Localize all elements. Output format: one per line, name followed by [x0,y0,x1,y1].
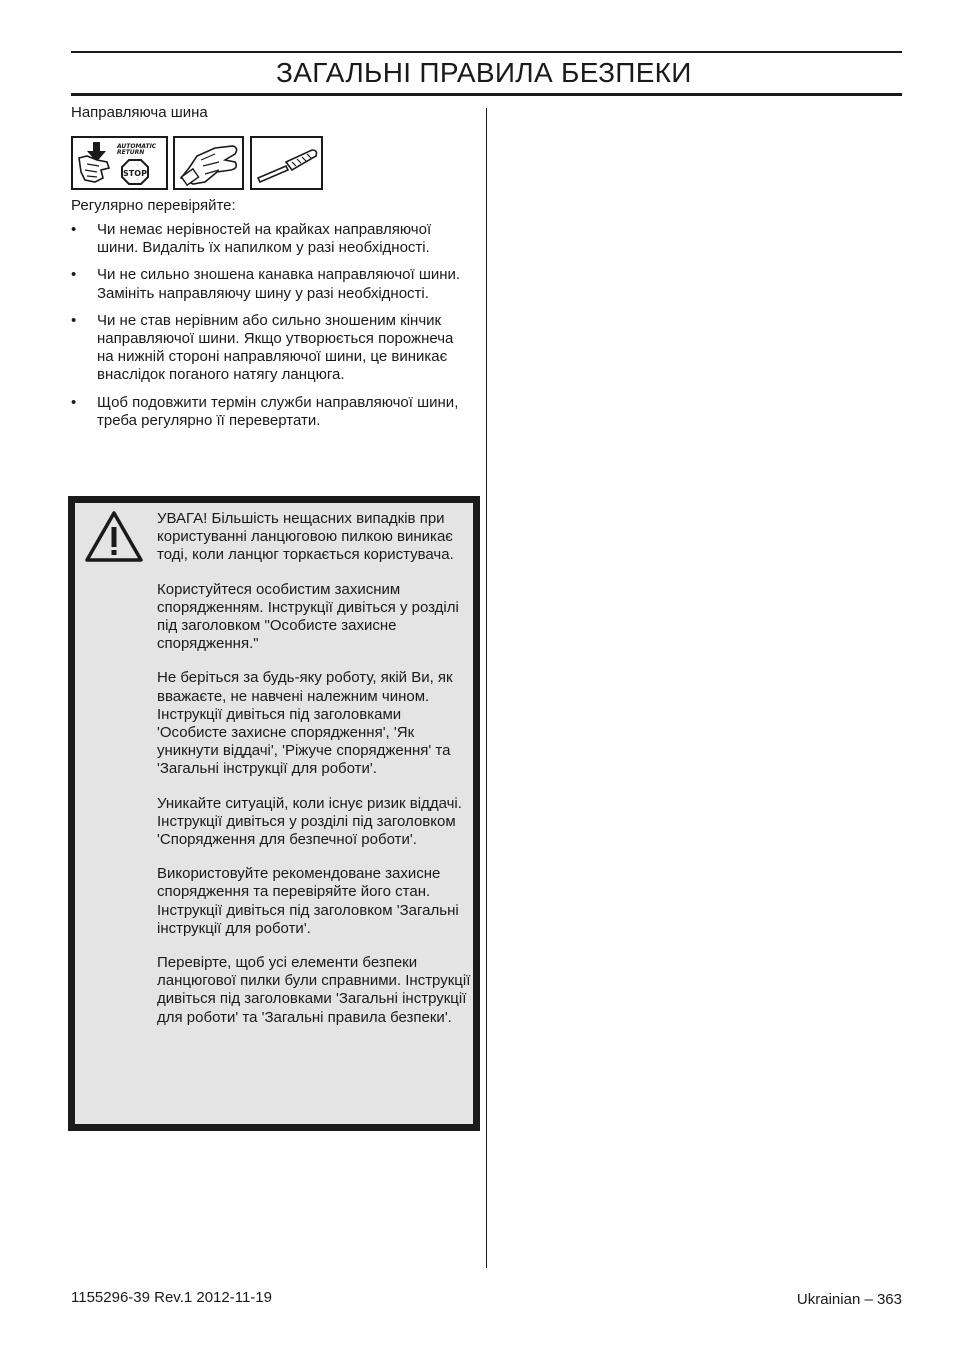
list-item [71,221,471,257]
bullet-glyph: • [71,311,77,329]
file-tool-icon [250,136,323,190]
warning-paragraph: Перевірте, щоб усі елементи безпеки ланцюгової пилки були справними. Інструкції дивіться під заголовками 'Загальні інструкції для роботи' та 'Загальні правила безпеки'. [157,954,471,1026]
warning-text [157,510,475,1043]
icon-label-stop: STOP [123,169,147,178]
warning-triangle-icon [83,509,145,570]
list-item-text: Чи немає нерівностей на крайках направляючої шини. Видаліть їх напилком у разі необхідності. [97,221,432,257]
list-item [71,266,471,302]
check-list [71,221,471,439]
warning-paragraph: Не беріться за будь-яку роботу, якій Ви, як вважаєте, не навчені належним чином. Інструкції дивіться під заголовками 'Особисте захисне спорядження', 'Як уникнути віддачі', 'Ріжуче спорядження' та 'Загальні інструкції для роботи'. [157,669,453,778]
bullet-glyph: • [71,266,77,284]
list-item-text: Чи не сильно зношена канавка направляючої шини. Замініть направляючу шину у разі необхідності. [97,266,461,302]
page-title: ЗАГАЛЬНІ ПРАВИЛА БЕЗПЕКИ [276,57,692,88]
bullet-glyph: • [71,221,77,238]
warning-paragraph: Використовуйте рекомендоване захисне спорядження та перевіряйте його стан. Інструкції дивіться під заголовком 'Загальні інструкції для роботи'. [157,865,459,937]
footer-page-number: Ukrainian – 363 [796,1291,902,1308]
warning-box [68,496,480,1131]
list-item [71,394,471,430]
list-item-text: Щоб подовжити термін служби направляючої шини, треба регулярно її перевертати. [97,393,459,429]
footer-doc-id: 1155296-39 Rev.1 2012-11-19 [71,1289,272,1306]
warning-paragraph: УВАГА! Більшість нещасних випадків при користуванні ланцюговою пилкою виникає тоді, коли ланцюг торкається користувача. [157,510,454,564]
bullet-glyph: • [71,393,77,411]
warning-paragraph: Користуйтеся особистим захисним спорядженням. Інструкції дивіться у розділі під заголовком "Особисте захисне спорядження." [157,580,459,653]
list-item-text: Чи не став нерівним або сильно зношеним кінчик направляючої шини. Якщо утворюється порожнеча на нижній стороні направляючої шини, це виникає внаслідок поганого натягу ланцюга. [97,311,454,384]
header-rule-bottom [71,93,902,96]
automatic-return-stop-icon [71,136,168,190]
icon-label-return: RETURN [117,149,145,156]
header-rule-top [71,51,902,53]
intro-text: Регулярно перевіряйте: [71,197,236,214]
column-divider [486,108,487,1268]
list-item [71,312,471,385]
protective-glove-icon [173,136,244,190]
section-label: Направляюча шина [71,104,208,121]
warning-paragraph: Уникайте ситуацій, коли існує ризик віддачі. Інструкції дивіться у розділі під заголовком 'Спорядження для безпечної роботи'. [157,794,462,849]
icon-label-automatic: AUTOMATIC [117,143,157,150]
